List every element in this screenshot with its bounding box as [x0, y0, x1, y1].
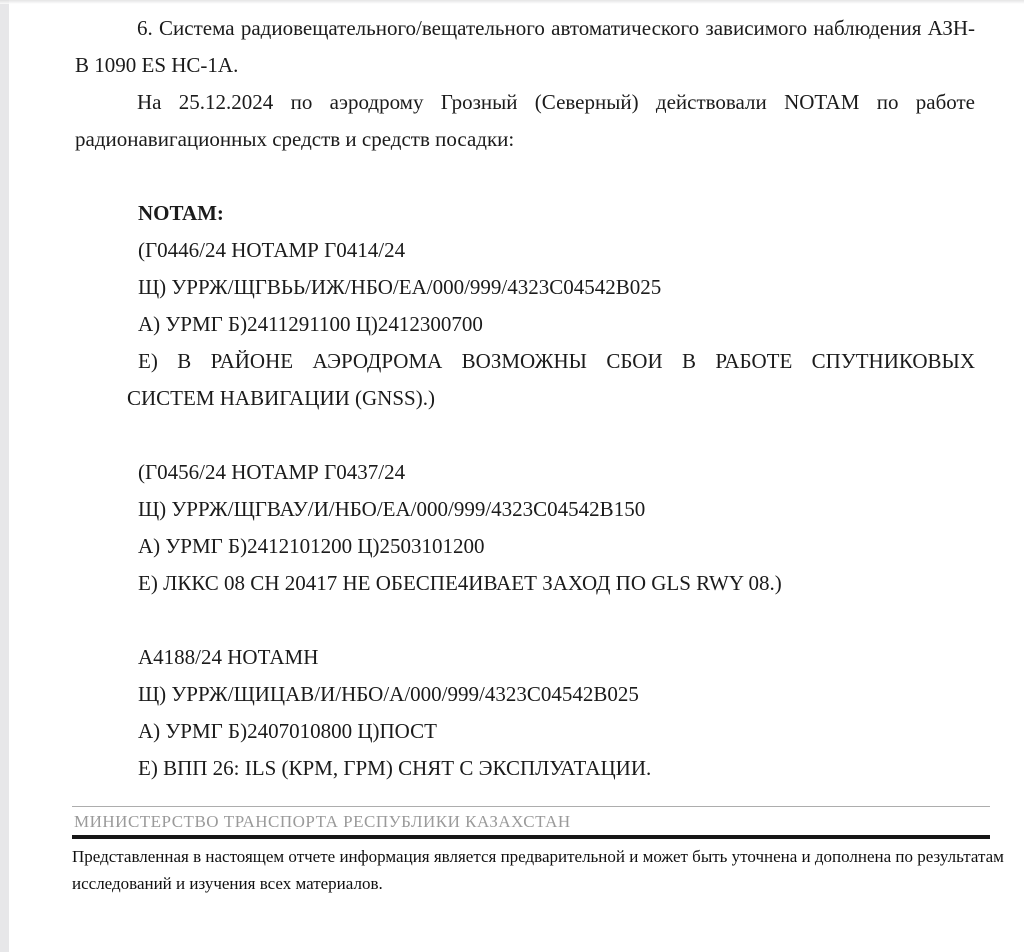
footer-ministry-label: МИНИСТЕРСТВО ТРАНСПОРТА РЕСПУБЛИКИ КАЗАХСТАН: [74, 812, 571, 831]
notam-block-2: [75, 454, 975, 602]
notam-line: (Г0446/24 НОТАМР Г0414/24: [138, 238, 406, 262]
blank-line: [75, 602, 975, 639]
notam-block-1: [75, 232, 975, 417]
notam-line: (Г0456/24 НОТАМР Г0437/24: [138, 460, 406, 484]
blank-line: [75, 417, 975, 454]
notam-line: А) УРМГ Б)2412101200 Ц)2503101200: [138, 534, 485, 558]
page-edge-top: [0, 0, 1024, 4]
notam-line: СИСТЕМ НАВИГАЦИИ (GNSS).): [127, 386, 435, 410]
notam-heading: NOTAM:: [138, 201, 224, 225]
notam-line: Е) ВПП 26: ILS (КРМ, ГРМ) СНЯТ С ЭКСПЛУАТАЦИИ.: [138, 756, 652, 780]
notam-line: Щ) УРРЖ/ЩИЦАВ/И/НБО/А/000/999/4323С04542В025: [138, 682, 639, 706]
footer-disclaimer: Представленная в настоящем отчете информация является предварительной и может быть уточнена и дополнена по результатам исследований и изучения всех материалов.: [72, 847, 1004, 893]
notam-line: Щ) УРРЖ/ЩГВЬЬ/ИЖ/НБО/ЕА/000/999/4323С04542В025: [138, 275, 662, 299]
notam-line: Е) В РАЙОНЕ АЭРОДРОМА ВОЗМОЖНЫ СБОИ В РАБОТЕ СПУТНИКОВЫХ: [138, 349, 975, 373]
notam-line: А) УРМГ Б)2407010800 Ц)ПОСТ: [138, 719, 437, 743]
page-footer: [72, 806, 1004, 897]
page-edge-left: [0, 0, 9, 952]
notam-line: Щ) УРРЖ/ЩГВАУ/И/НБО/ЕА/000/999/4323С04542В150: [138, 497, 646, 521]
paragraph-notam-intro: На 25.12.2024 по аэродрому Грозный (Северный) действовали NOTAM по работе радионавигационных средств и средств посадки:: [75, 90, 975, 151]
notam-line: А4188/24 НОТАМН: [138, 645, 319, 669]
notam-line: А) УРМГ Б)2411291100 Ц)2412300700: [138, 312, 483, 336]
document-body: [75, 10, 975, 787]
footer-separator-thick: [72, 835, 990, 839]
notam-block-3: [75, 639, 975, 787]
paragraph-system-description: 6. Система радиовещательного/вещательного автоматического зависимого наблюдения АЗН-В 1090 ES НС-1А.: [75, 16, 975, 77]
notam-e-paragraph: [127, 343, 975, 417]
notam-line: Е) ЛККС 08 СН 20417 НЕ ОБЕСПЕ4ИВАЕТ ЗАХОД ПО GLS RWY 08.): [138, 571, 782, 595]
